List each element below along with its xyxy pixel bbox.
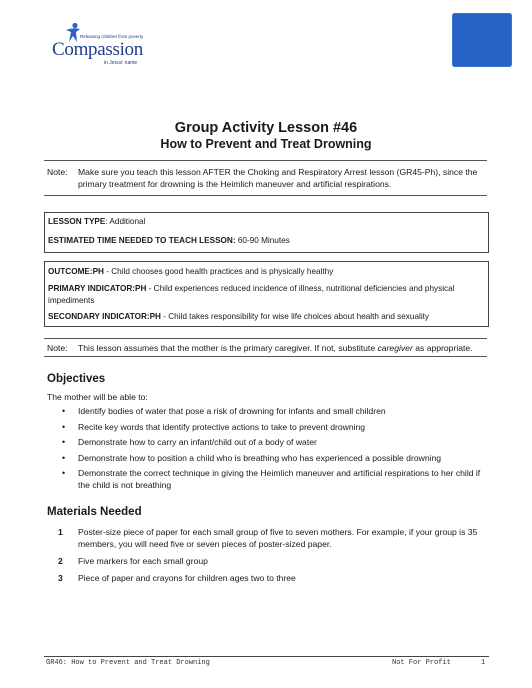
primary-indicator-line (48, 283, 482, 306)
lesson-type-line (48, 216, 482, 228)
lesson-info-box (44, 212, 489, 253)
bullet-icon: • (62, 468, 66, 478)
objective-text: Identify bodies of water that pose a risk of drowning for infants and small children (78, 406, 386, 416)
logo-subline: in Jesus' name (104, 60, 138, 66)
note-caregiver (47, 342, 487, 354)
compassion-logo (50, 22, 170, 72)
objectives-heading: Objectives (47, 373, 106, 385)
bullet-icon: • (62, 452, 66, 463)
list-item (58, 526, 488, 550)
list-item (62, 436, 482, 448)
lesson-type-label: LESSON TYPE (48, 217, 106, 226)
objectives-intro: The mother will be able to: (47, 392, 148, 402)
outcome-line (48, 266, 482, 278)
note-text-italic: caregiver (377, 343, 413, 353)
list-item (62, 467, 482, 491)
note-text: Make sure you teach this lesson AFTER the Choking and Respiratory Arrest lesson (GR45-Ph), since the primary treatment for drowning is the Heimlich maneuver and artificial respirations. (78, 167, 478, 189)
divider (44, 356, 487, 357)
note-label: Note: (47, 343, 68, 353)
logo-tagline: Releasing children from poverty (80, 34, 144, 39)
primary-indicator-value: - Child experiences reduced incidence of illness, nutritional deficiencies and physical impediments (48, 284, 455, 305)
item-number: 1 (58, 527, 63, 537)
lesson-time-value: 60-90 Minutes (235, 236, 290, 245)
note-teaching-order (47, 166, 487, 192)
outcome-box (44, 261, 489, 327)
bullet-icon: • (62, 421, 66, 432)
list-item (62, 405, 482, 417)
divider (44, 338, 487, 339)
material-text: Poster-size piece of paper for each small group of five to seven mothers. For example, if your group is 35 members, you will need five or seven pieces of poster-sized paper. (78, 527, 478, 549)
list-item (58, 555, 488, 567)
lesson-time-label: ESTIMATED TIME NEEDED TO TEACH LESSON: (48, 236, 236, 245)
lesson-time-line (48, 235, 482, 247)
materials-list (58, 526, 488, 589)
list-item (58, 572, 488, 584)
page-title: Group Activity Lesson #46 (174, 120, 358, 136)
secondary-indicator-value: - Child takes responsibility for wise life choices about health and sexuality (160, 312, 430, 321)
note-text (78, 342, 485, 354)
divider (44, 195, 487, 196)
secondary-indicator-line (48, 311, 482, 323)
logo-wordmark: Compassion (52, 39, 143, 60)
list-item (62, 421, 482, 433)
outcome-label: OUTCOME:PH (48, 267, 104, 276)
materials-heading: Materials Needed (47, 506, 142, 518)
footer-page-number: 1 (481, 659, 486, 667)
lesson-type-value: : Additional (105, 217, 146, 226)
bullet-icon: • (62, 437, 66, 447)
note-label: Note: (47, 167, 68, 177)
material-text: Piece of paper and crayons for children ages two to three (78, 573, 296, 583)
item-number: 3 (58, 573, 63, 583)
objective-text: Recite key words that identify protective actions to take to prevent drowning (78, 421, 366, 432)
item-number: 2 (58, 556, 63, 566)
objective-text: Demonstrate how to carry an infant/child out of a body of water (78, 437, 317, 447)
list-item (62, 452, 482, 464)
material-text: Five markers for each small group (78, 556, 208, 566)
objective-text: Demonstrate the correct technique in giving the Heimlich maneuver and artificial respirations to her child if the child is not breathing (78, 468, 481, 490)
outcome-value: - Child chooses good health practices and is physically healthy (103, 267, 334, 276)
divider (44, 160, 487, 161)
secondary-indicator-label: SECONDARY INDICATOR:PH (48, 312, 161, 321)
objective-text: Demonstrate how to position a child who is breathing who has experienced a possible drowning (78, 452, 442, 463)
header-color-block (452, 13, 512, 67)
bullet-icon: • (62, 406, 66, 416)
primary-indicator-label: PRIMARY INDICATOR:PH (48, 284, 147, 293)
footer-document-title: GR46: How to Prevent and Treat Drowning (46, 659, 210, 667)
footer-divider (44, 656, 489, 657)
footer-notice: Not For Profit (392, 659, 451, 667)
page-subtitle: How to Prevent and Treat Drowning (160, 137, 372, 151)
objectives-list (62, 405, 482, 495)
note-text-before: This lesson assumes that the mother is the primary caregiver. If not, substitute (78, 343, 378, 353)
note-text-after: as appropriate. (412, 343, 473, 353)
